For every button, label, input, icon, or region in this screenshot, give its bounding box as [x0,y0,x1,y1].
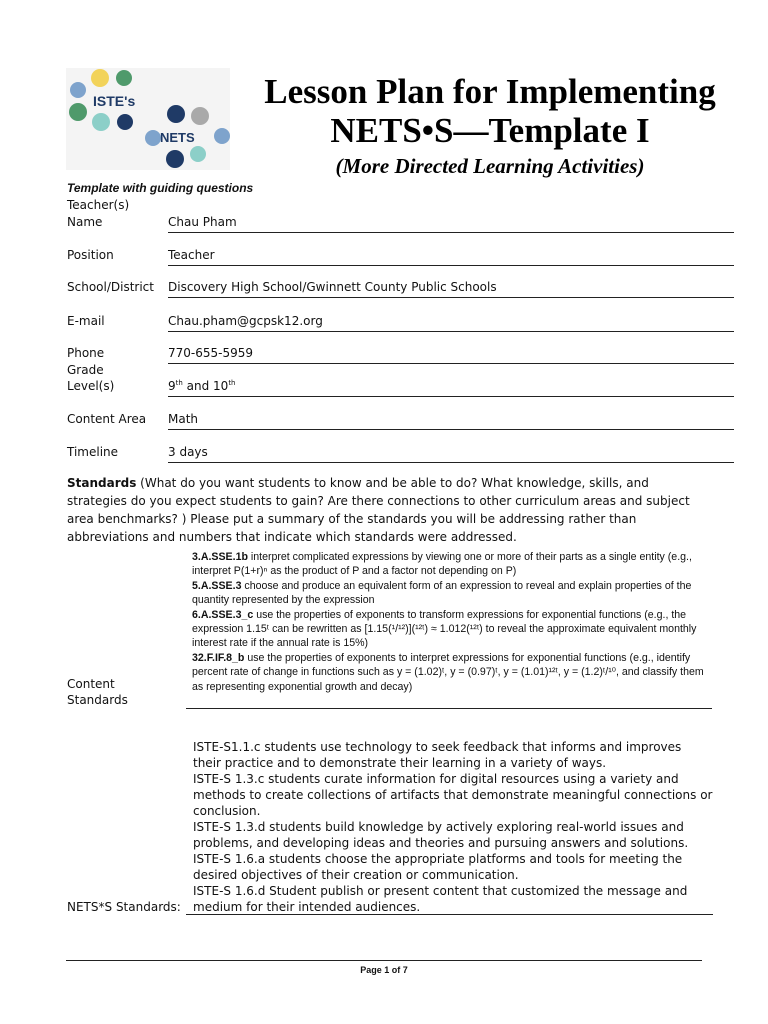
timeline-label: Timeline [67,445,119,459]
content-standards-label-line1: Content [67,677,115,691]
content-standard-item [192,579,712,608]
grade-value-a: 9 [168,379,176,393]
school-value: Discovery High School/Gwinnett County Public Schools [168,279,734,298]
content-standard-item [192,550,712,579]
logo-dot [191,107,209,125]
nets-standard-item: ISTE-S1.1.c students use technology to seek feedback that informs and improves their practice and to demonstrate their learning in a variety of ways. [193,740,682,770]
logo-dot [167,105,185,123]
title-line-1: Lesson Plan for Implementing [264,72,716,111]
standard-text: interpret complicated expressions by viewing one or more of their parts as a single entity (e.g., interpret P(1+r)ⁿ as the product of P and a factor not depending on P) [192,551,692,578]
content-standard-item [192,608,712,651]
standard-code: 5.A.SSE.3 [192,579,242,592]
logo-text-top: ISTE's [93,93,136,109]
logo-dot [145,130,161,146]
logo-dot [190,146,206,162]
standard-code: 3.A.SSE.1b [192,551,248,563]
nets-standard-item: ISTE-S 1.6.d Student publish or present content that customized the message and medium for their intended audiences. [193,884,688,914]
nets-standard-item: ISTE-S 1.3.c students curate information for digital resources using a variety and methods to create collections of artifacts that demonstrate meaningful connections or conclusion. [193,772,713,818]
content-standards-label [67,676,128,708]
iste-nets-logo [66,68,230,170]
content-standards-label-line2: Standards [67,693,128,707]
grade-sup-b: th [228,379,236,387]
grade-value-mid: and 10 [182,379,229,393]
school-label: School/District [67,280,154,294]
phone-value: 770-655-5959 [168,345,734,364]
content-standard-item [192,651,712,694]
grade-label [67,362,114,394]
standard-text: use the properties of exponents to transform expressions for exponential functions (e.g., the expression 1.15ᵗ can be rewritten as [1.15(¹/¹²)](¹²ᵗ) ≈ 1.012(¹²ᵗ) to reveal the approximate equivalent monthly interest rate if the annual rate is 15%) [192,608,697,650]
teachers-label: Teacher(s) [67,198,130,212]
title-block [245,72,735,180]
position-label: Position [67,248,114,262]
logo-dot [117,114,133,130]
grade-label-line2: Level(s) [67,379,115,393]
timeline-value: 3 days [168,444,734,463]
logo-dot [91,69,109,87]
phone-label: Phone [67,346,105,360]
nets-standards-box [186,739,713,915]
page-number: Page 1 of 7 [360,965,408,975]
standard-text: choose and produce an equivalent form of an expression to reveal and explain properties of the quantity represented by the expression [192,579,692,607]
name-value: Chau Pham [168,214,734,233]
nets-standards-label: NETS*S Standards: [67,900,181,914]
grade-sup-a: th [175,379,183,387]
logo-dot [116,70,132,86]
standard-code: 6.A.SSE.3_c [192,608,254,621]
logo-dot [69,103,87,121]
content-area-value: Math [168,411,734,430]
logo-dot [92,113,110,131]
standards-paragraph [67,474,707,546]
guide-heading: Template with guiding questions [67,181,254,195]
name-label: Name [67,215,103,229]
logo-dot [70,82,86,98]
footer-divider [66,960,702,961]
content-standards-box [186,550,712,709]
logo-text-bottom: NETS [160,130,195,145]
standards-heading: Standards [67,476,137,490]
standard-code: 32.F.IF.8_b [192,651,245,664]
logo-dot [214,128,230,144]
grade-value [168,378,734,397]
email-label: E-mail [67,314,105,328]
standard-text: use the properties of exponents to interpret expressions for exponential functions (e.g., identify percent rate of change in functions such as y = (1.02)ᵗ, y = (0.97)ᵗ, y = (1.01)¹²ᵗ, y = (1.2)ᵗ/¹⁰, and classify them as representing exponential growth and decay) [192,651,704,693]
position-value: Teacher [168,247,734,266]
logo-dot [166,150,184,168]
nets-standard-item: ISTE-S 1.6.a students choose the appropriate platforms and tools for meeting the desired objectives of their creation or communication. [193,852,683,882]
email-value: Chau.pham@gcpsk12.org [168,313,734,332]
title-line-2: NETS•S—Template I [330,111,650,150]
standards-text: (What do you want students to know and be able to do? What knowledge, skills, and strategies do you expect students to gain? Are there connections to other curriculum areas and subject area benchmarks? ) Please put a summary of the standards you will be addressing rather than abbreviations and numbers that indicate which standards were addressed. [67,476,690,544]
grade-label-line1: Grade [67,363,104,377]
nets-standard-item: ISTE-S 1.3.d students build knowledge by actively exploring real-world issues and problems, and developing ideas and theories and pursuing answers and solutions. [193,820,689,850]
content-area-label: Content Area [67,412,147,426]
subtitle: (More Directed Learning Activities) [335,154,645,178]
